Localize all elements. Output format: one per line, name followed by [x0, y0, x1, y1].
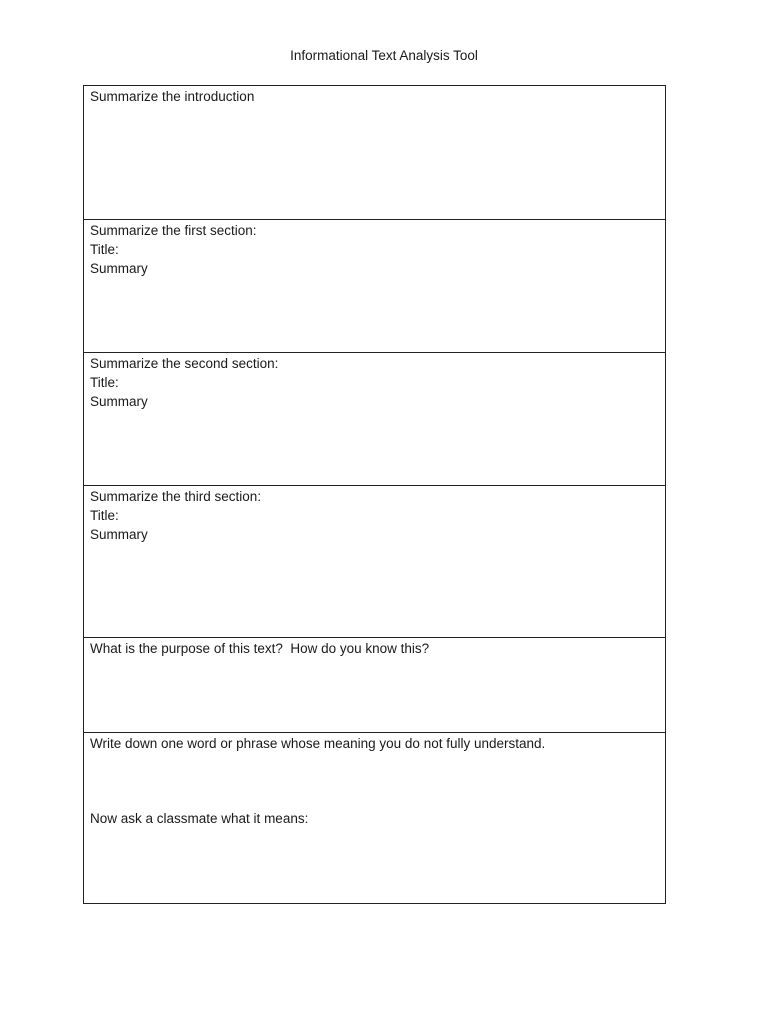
first-section-prompt: Summarize the first section: [90, 223, 257, 238]
third-section-title-label: Title: [90, 508, 119, 523]
second-section-summary-label: Summary [90, 394, 148, 409]
third-section-prompt: Summarize the third section: [90, 489, 262, 504]
classmate-prompt: Now ask a classmate what it means: [90, 811, 309, 826]
purpose-cell[interactable] [84, 637, 665, 732]
second-section-prompt: Summarize the second section: [90, 356, 279, 371]
introduction-prompt: Summarize the introduction [90, 89, 255, 104]
introduction-summary-cell[interactable] [84, 86, 665, 219]
third-section-cell[interactable] [84, 485, 665, 637]
second-section-title-label: Title: [90, 375, 119, 390]
second-section-cell[interactable] [84, 352, 665, 485]
document-title: Informational Text Analysis Tool [290, 48, 478, 63]
first-section-title-label: Title: [90, 242, 119, 257]
analysis-table [83, 85, 666, 904]
first-section-cell[interactable] [84, 219, 665, 352]
first-section-summary-label: Summary [90, 261, 148, 276]
vocabulary-prompt: Write down one word or phrase whose meaning you do not fully understand. [90, 736, 546, 751]
purpose-prompt: What is the purpose of this text? How do you know this? [90, 641, 430, 656]
third-section-summary-label: Summary [90, 527, 148, 542]
vocabulary-answer-space [90, 753, 659, 809]
vocabulary-cell[interactable] [84, 732, 665, 903]
